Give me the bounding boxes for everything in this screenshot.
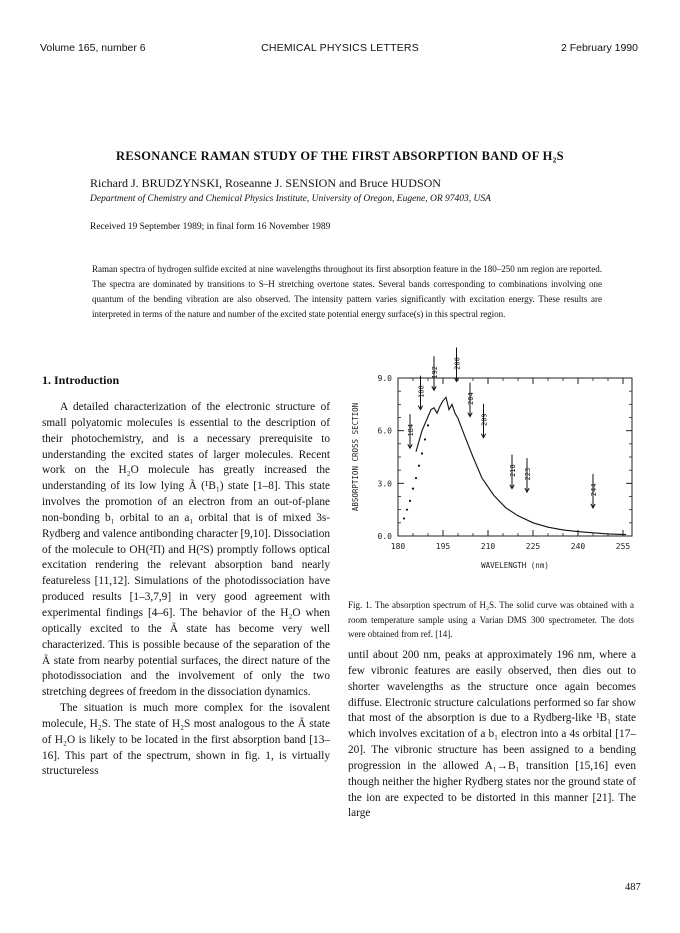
paper-title: RESONANCE RAMAN STUDY OF THE FIRST ABSORPTION BAND OF H₂S xyxy=(116,149,564,163)
annotation-label: 200 xyxy=(453,357,462,370)
x-tick-label: 210 xyxy=(480,542,496,551)
page-number: 487 xyxy=(625,882,641,893)
section-heading: 1. Introduction xyxy=(42,373,120,387)
issue-date: 2 February 1990 xyxy=(560,42,638,54)
x-tick-label: 240 xyxy=(570,542,586,551)
x-tick-label: 255 xyxy=(615,542,631,551)
x-tick-label: 180 xyxy=(390,542,406,551)
x-tick-label: 195 xyxy=(435,542,451,551)
paragraph: A detailed characterization of the electronic structure of small polyatomic molecules is essential to the description of their photochemistry, and is a necessary prerequisite to understanding the excited states of larger molecules. Recent work on the H₂O molecule has greatly increased the understanding of its low lying Ã (¹B₁) state [1–8]. This state involves the promotion of an electron from an out-of-plane non-bonding b₁ orbital to an a₁ orbital that is of mixed 3s-Rydberg and valence antibonding character [9,10]. Dissociation of the molecule to OH(²Π) and H(²S) promptly follows optical excitation rendering the relevant absorption band nearly featureless [11,12]. Simulations of the photodissociation have produced results [1–3,7,9] in very good agreement with experimental findings [4–6]. The behavior of the H₂O when optically excited to the Ã state has become very well characterized. This is possible because of the separation of the Ã state from nearby potential surfaces, the direct nature of the photodissociation and the involvement of only the two stretching degrees of freedom in the dissociation dynamics. xyxy=(42,401,330,699)
series-dot xyxy=(424,438,426,440)
figure-caption: Fig. 1. The absorption spectrum of H₂S. The solid curve was obtained with a room temperature sample using a Varian DMS 300 spectrometer. The dots were obtained from ref. [14]. xyxy=(348,600,634,639)
annotation-label: 192 xyxy=(431,365,439,379)
paragraph: The situation is much more complex for the isovalent molecule, H₂S. The state of H₂S most analogous to the Ã state of H₂O is likely to be located in the first absorption band [13–16]. This part of the spectrum, shown in fig. 1, is virtually structureless xyxy=(42,702,330,778)
author-list: Richard J. BRUDZYNSKI, Roseanne J. SENSION and Bruce HUDSON xyxy=(90,176,441,190)
absorption-spectrum-chart xyxy=(340,357,640,584)
series-dot xyxy=(418,465,420,467)
right-column xyxy=(348,648,636,822)
y-tick-label: 0.0 xyxy=(377,532,392,541)
y-tick-label: 9.0 xyxy=(377,374,392,383)
left-column xyxy=(42,400,330,780)
annotation-label: 223 xyxy=(524,467,532,481)
series-line-solid xyxy=(416,397,626,534)
series-dot xyxy=(406,509,408,511)
paragraph: until about 200 nm, peaks at approximately 196 nm, where a few vibronic features are easily observed, then dies out to shorter wavelengths as the structure once again becomes diffuse. Electronic structure calculations performed so far show that most of the absorption is due to a Rydberg-like ¹B₁ state which involves excitation of a b₁ electron into a 4s orbital [17–20]. The vibronic structure has been assigned to a bending progression in the allowed A₁→B₁ transition [15,16] even though neither the higher Rydberg states nor the ground state of the ion are expected to be distorted in this manner [21]. The large xyxy=(348,649,636,820)
affiliation: Department of Chemistry and Chemical Physics Institute, University of Oregon, Eugene, OR 97403, USA xyxy=(90,194,491,204)
annotation-label: 188 xyxy=(417,385,426,398)
abstract: Raman spectra of hydrogen sulfide excited at nine wavelengths throughout its first absorption feature in the 180–250 nm region are reported. The spectra are dominated by transitions to S–H stretching overtone states. Several bands corresponding to combinations involving one quantum of the bending vibration are also observed. The intensity pattern varies significantly with excitation energy. These results are interpreted in terms of the nature and number of the excited state potential energy surface(s) in this spectral region. xyxy=(92,264,602,319)
x-tick-label: 225 xyxy=(525,542,541,551)
annotation-label: 218 xyxy=(509,464,517,477)
series-dot xyxy=(427,424,429,426)
journal-name: CHEMICAL PHYSICS LETTERS xyxy=(261,42,419,54)
x-axis-label: WAVELENGTH (nm) xyxy=(481,561,549,570)
series-dot xyxy=(403,517,405,519)
annotation-label: 204 xyxy=(467,392,475,405)
annotation-label: 244 xyxy=(590,483,598,497)
series-dot xyxy=(415,477,417,479)
annotation-label: 184 xyxy=(407,423,415,437)
plot-frame xyxy=(398,378,632,536)
series-dot xyxy=(421,452,423,454)
series-dot xyxy=(412,488,414,490)
series-dot xyxy=(409,500,411,502)
volume-info: Volume 165, number 6 xyxy=(40,42,146,54)
received-dates: Received 19 September 1989; in final form 16 November 1989 xyxy=(90,222,331,232)
annotation-label: 209 xyxy=(480,413,489,427)
y-tick-label: 6.0 xyxy=(377,426,392,436)
y-axis-label: ABSORPTION CROSS SECTION xyxy=(351,402,360,512)
y-tick-label: 3.0 xyxy=(377,479,392,489)
